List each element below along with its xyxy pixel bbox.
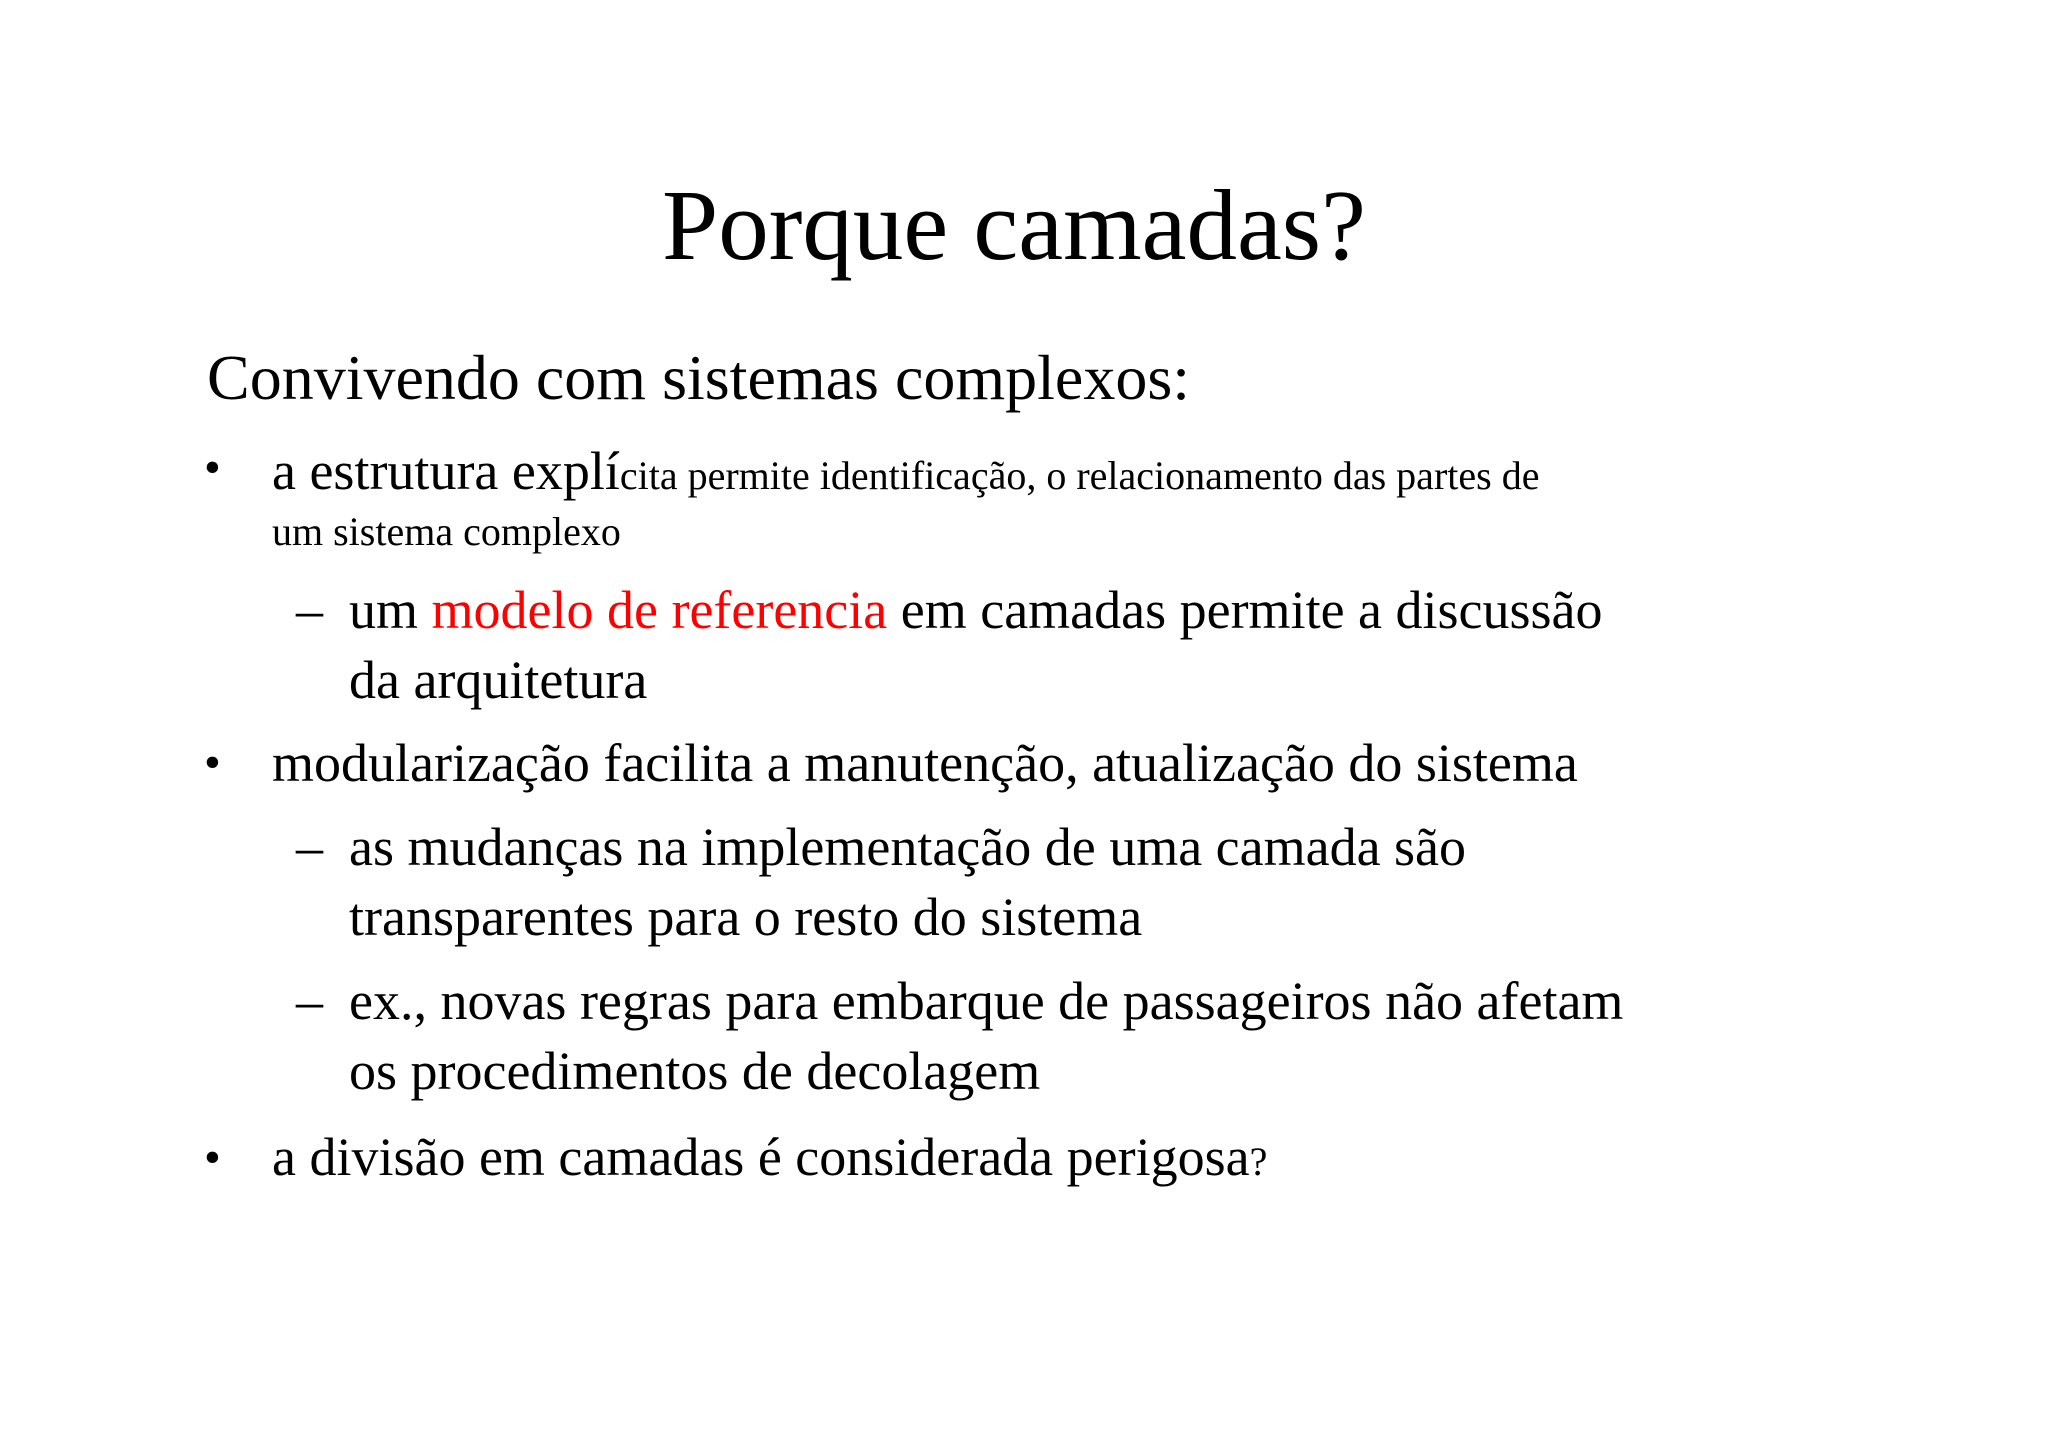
bullet-3-line-1 [272,1122,1267,1192]
sub-bullet-2-line-2: transparentes para o resto do sistema [349,887,1143,947]
bullet-1-line-1 [272,436,1539,506]
bullet-1-line-2: um sistema complexo [272,509,621,554]
reference-model-highlight: modelo de referencia [431,580,888,640]
bullet-2-line-1: modularização facilita a manutenção, atualização do sistema [272,733,1578,793]
bullet-1-text-small: cita permite identificação, o relacionamento das partes de [619,453,1540,498]
sub-bullet-marker: – [296,580,323,640]
bullet-marker: • [204,441,221,494]
sub-bullet-1-line-2: da arquitetura [349,650,648,710]
bullet-1-text-large: a estrutura explí [272,441,620,501]
sub-bullet-marker: – [296,817,323,877]
bullet-marker: • [204,1131,221,1184]
slide-title [0,165,2048,285]
sub-bullet-2-line-1: as mudanças na implementação de uma camada são [349,817,1467,877]
sub-bullet-1-suffix: em camadas permite a discussão [900,580,1603,640]
bullet-marker: • [204,736,221,789]
sub-bullet-1-line-1 [349,575,1603,645]
bullet-3-text: a divisão em camadas é considerada perigosa [272,1127,1250,1187]
bullet-3-question-mark: ? [1249,1139,1268,1184]
slide-subtitle: Convivendo com sistemas complexos: [207,342,1190,413]
slide-title-text: Porque camadas? [662,169,1366,281]
sub-bullet-3-line-2: os procedimentos de decolagem [349,1041,1041,1101]
sub-bullet-1-prefix: um [349,580,432,640]
sub-bullet-marker: – [296,971,323,1031]
sub-bullet-3-line-1: ex., novas regras para embarque de passageiros não afetam [349,971,1624,1031]
